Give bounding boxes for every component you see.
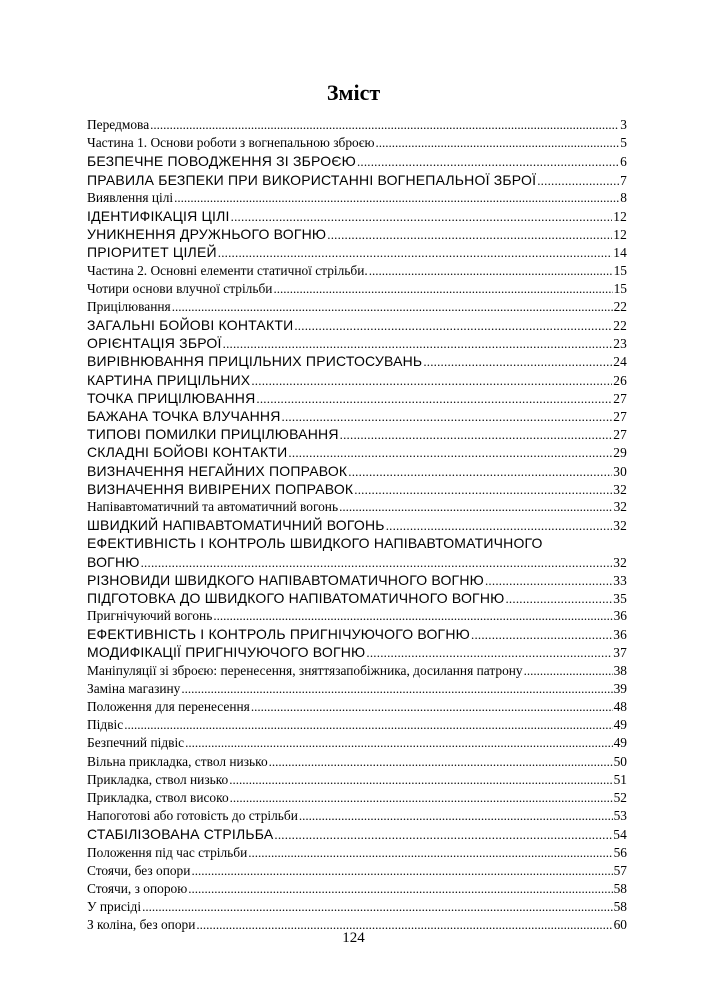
toc-entry-title: ЕФЕКТИВНІСТЬ І КОНТРОЛЬ ПРИГНІЧУЮЧОГО ВОГНЮ — [87, 626, 470, 643]
toc-leader-dots — [524, 662, 613, 680]
toc-entry-page: 5 — [620, 135, 627, 151]
toc-entry-page: 49 — [613, 735, 627, 751]
toc-leader-dots — [142, 898, 613, 916]
toc-entry — [87, 862, 627, 880]
toc-entry-title: Частина 2. Основні елементи статичної стрільби. — [87, 262, 368, 278]
toc-entry-page: 53 — [613, 808, 627, 824]
toc-entry-page: 57 — [613, 862, 627, 878]
toc-entry-page: 3 — [620, 117, 627, 132]
toc-entry — [87, 516, 627, 534]
toc-entry — [87, 807, 627, 825]
toc-entry-title: Стоячи, без опори — [87, 862, 191, 878]
toc-entry — [87, 389, 627, 407]
toc-entry-title: ПІДГОТОВКА ДО ШВИДКОГО НАПІВАТОМАТИЧНОГО ВОГНЮ — [87, 589, 505, 606]
toc-entry-page: 30 — [613, 463, 627, 479]
toc-entry — [87, 498, 627, 516]
toc-leader-dots — [274, 826, 612, 843]
toc-leader-dots — [366, 644, 612, 661]
toc-leader-dots — [181, 680, 612, 698]
toc-entry-page: 36 — [613, 627, 627, 643]
toc-entry-page: 38 — [613, 662, 627, 678]
toc-entry — [87, 589, 627, 607]
toc-entry — [87, 571, 627, 589]
toc-entry-title: Заміна магазину — [87, 680, 181, 696]
toc-entry-page: 22 — [613, 298, 627, 314]
toc-entry-title: Підвіс — [87, 717, 124, 733]
toc-entry-page: 52 — [613, 789, 627, 805]
toc-entry — [87, 716, 627, 734]
toc-entry — [87, 116, 627, 134]
toc-entry-title: Напоготові або готовість до стрільби — [87, 808, 298, 824]
toc-leader-dots — [174, 189, 619, 207]
toc-leader-dots — [223, 335, 613, 352]
toc-entry-title: ІДЕНТИФІКАЦІЯ ЦІЛІ — [87, 207, 230, 224]
page-title: Зміст — [326, 80, 381, 105]
toc-entry — [87, 462, 627, 480]
toc-entry-page: 15 — [613, 280, 627, 296]
toc-entry-page: 58 — [613, 880, 627, 896]
toc-leader-dots — [248, 844, 612, 862]
toc-entry — [87, 789, 627, 807]
toc-entry-page: 58 — [613, 899, 627, 915]
toc-entry-title: ВИЗНАЧЕННЯ ВИВІРЕНИХ ПОПРАВОК — [87, 480, 354, 497]
toc-entry-title: Пригнічуючий вогонь — [87, 608, 213, 624]
toc-leader-dots — [505, 590, 612, 607]
toc-leader-dots — [471, 626, 612, 643]
toc-entry-page: 27 — [613, 390, 627, 406]
toc-entry — [87, 553, 627, 571]
toc-leader-dots — [251, 372, 612, 389]
toc-entry-page: 39 — [613, 680, 627, 696]
toc-entry-title: Чотири основи влучної стрільби — [87, 280, 273, 296]
toc-entry-page: 35 — [613, 590, 627, 606]
toc-entry-page: 32 — [613, 518, 627, 534]
toc-leader-dots — [218, 244, 612, 261]
toc-entry-page: 24 — [613, 354, 627, 370]
toc-entry-title: Стоячи, з опорою — [87, 880, 188, 896]
toc-leader-dots — [369, 262, 613, 280]
toc-entry — [87, 225, 627, 243]
toc-entry-title: ТИПОВІ ПОМИЛКИ ПРИЦІЛЮВАННЯ — [87, 426, 339, 443]
toc-entry — [87, 898, 627, 916]
toc-entry-page: 27 — [613, 409, 627, 424]
toc-entry-title: СТАБІЛІЗОВАНА СТРІЛЬБА — [87, 826, 274, 843]
toc-entry — [87, 171, 627, 189]
toc-entry-title: ТОЧКА ПРИЦІЛЮВАННЯ — [87, 389, 256, 406]
toc-entry-page: 37 — [613, 645, 627, 661]
toc-entry-title: У присіді — [87, 899, 142, 915]
toc-entry-page: 29 — [613, 445, 627, 461]
toc-leader-dots — [231, 208, 613, 225]
toc-entry — [87, 625, 627, 643]
toc-entry-title: ВИРІВНЮВАННЯ ПРИЦІЛЬНИХ ПРИСТОСУВАНЬ — [87, 353, 423, 370]
toc-leader-dots — [423, 353, 612, 370]
toc-entry-page: 51 — [613, 771, 627, 787]
toc-leader-dots — [282, 408, 613, 425]
toc-entry-page: 27 — [613, 427, 627, 443]
toc-entry-page: 33 — [613, 572, 627, 588]
toc-entry-title: ЗАГАЛЬНІ БОЙОВІ КОНТАКТИ — [87, 317, 294, 334]
toc-entry-page: 15 — [613, 262, 627, 278]
toc-entry-page: 8 — [620, 189, 627, 205]
toc-leader-dots — [188, 880, 612, 898]
toc-leader-dots — [294, 317, 612, 334]
toc-leader-dots — [357, 153, 619, 170]
toc-entry-title: ВИЗНАЧЕННЯ НЕГАЙНИХ ПОПРАВОК — [87, 462, 348, 479]
toc-entry — [87, 298, 627, 316]
toc-entry-page: 54 — [613, 827, 627, 843]
toc-entry-page: 12 — [613, 208, 627, 224]
toc-entry — [87, 407, 627, 425]
toc-entry — [87, 844, 627, 862]
toc-entry-title: З коліна, без опори — [87, 917, 196, 933]
toc-entry — [87, 243, 627, 261]
toc-entry-title: Безпечний підвіс — [87, 735, 185, 751]
toc-entry-title: Положення під час стрільби — [87, 844, 248, 860]
toc-entry-page: 36 — [613, 608, 627, 624]
toc-entry-title: МОДИФІКАЦІЇ ПРИГНІЧУЮЧОГО ВОГНЮ — [87, 644, 366, 661]
toc-entry — [87, 534, 627, 552]
toc-entry-title: ВОГНЮ — [87, 553, 140, 570]
toc-entry-title: Виявлення цілі — [87, 189, 174, 205]
toc-leader-dots — [340, 426, 613, 443]
toc-entry — [87, 134, 627, 152]
toc-entry-title: Напівавтоматичний та автоматичний вогонь — [87, 498, 339, 514]
toc-entry-title: БЕЗПЕЧНЕ ПОВОДЖЕННЯ ЗІ ЗБРОЄЮ — [87, 153, 356, 170]
toc-entry — [87, 316, 627, 334]
page-number: 124 — [342, 930, 365, 946]
toc-leader-dots — [150, 116, 619, 134]
toc-leader-dots — [213, 607, 612, 625]
toc-leader-dots — [354, 481, 612, 498]
toc-leader-dots — [256, 390, 612, 407]
toc-leader-dots — [299, 807, 613, 825]
toc-entry-title: Прицілювання — [87, 298, 171, 314]
toc-leader-dots — [251, 698, 613, 716]
toc-entry — [87, 352, 627, 370]
toc-entry-title: Частина 1. Основи роботи з вогнепальною зброєю — [87, 135, 375, 151]
toc-leader-dots — [191, 862, 612, 880]
toc-entry — [87, 698, 627, 716]
toc-entry-title: ОРІЄНТАЦІЯ ЗБРОЇ — [87, 335, 222, 352]
toc-leader-dots — [185, 734, 612, 752]
toc-entry-title: БАЖАНА ТОЧКА ВЛУЧАННЯ — [87, 408, 281, 424]
toc-entry — [87, 262, 627, 280]
toc-entry-page: 32 — [613, 481, 627, 497]
table-of-contents — [87, 116, 627, 934]
toc-entry-page: 7 — [620, 172, 627, 188]
toc-entry — [87, 443, 627, 461]
toc-entry — [87, 280, 627, 298]
toc-entry — [87, 734, 627, 752]
toc-entry-title: Вільна прикладка, ствол низько — [87, 753, 268, 769]
toc-entry-page: 50 — [613, 753, 627, 769]
toc-entry — [87, 152, 627, 170]
toc-entry-page: 12 — [613, 227, 627, 243]
toc-entry-page: 32 — [613, 498, 627, 514]
toc-entry-page: 49 — [613, 717, 627, 733]
toc-leader-dots — [172, 298, 613, 316]
toc-entry — [87, 880, 627, 898]
toc-entry-title: СКЛАДНІ БОЙОВІ КОНТАКТИ — [87, 444, 288, 461]
toc-entry — [87, 425, 627, 443]
toc-entry-title: ПРАВИЛА БЕЗПЕКИ ПРИ ВИКОРИСТАННІ ВОГНЕПАЛЬНОЇ ЗБРОЇ — [87, 171, 537, 188]
toc-entry-title: КАРТИНА ПРИЦІЛЬНИХ — [87, 371, 251, 388]
toc-leader-dots — [124, 716, 612, 734]
toc-entry — [87, 771, 627, 789]
toc-entry-title: РІЗНОВИДИ ШВИДКОГО НАПІВАВТОМАТИЧНОГО ВОГНЮ — [87, 571, 484, 588]
toc-entry — [87, 825, 627, 843]
toc-leader-dots — [339, 498, 613, 516]
toc-entry-title: Прикладка, ствол високо — [87, 789, 229, 805]
toc-entry-page: 32 — [613, 554, 627, 570]
toc-leader-dots — [230, 789, 613, 807]
toc-entry-title: УНИКНЕННЯ ДРУЖНЬОГО ВОГНЮ — [87, 226, 327, 243]
toc-entry-page: 23 — [613, 336, 627, 352]
toc-entry — [87, 607, 627, 625]
toc-entry-title: Прикладка, ствол низько — [87, 771, 229, 787]
toc-leader-dots — [537, 172, 619, 189]
toc-entry-page: 56 — [613, 844, 627, 860]
toc-entry-page: 60 — [613, 917, 627, 933]
toc-entry — [87, 753, 627, 771]
toc-entry — [87, 643, 627, 661]
toc-entry-title: Передмова — [87, 117, 150, 132]
toc-entry — [87, 189, 627, 207]
toc-entry-page: 6 — [620, 154, 627, 170]
toc-leader-dots — [386, 517, 613, 534]
toc-entry-page: 22 — [613, 318, 627, 334]
toc-entry-title: ПРІОРИТЕТ ЦІЛЕЙ — [87, 244, 217, 261]
toc-leader-dots — [376, 134, 620, 152]
toc-entry-page: 14 — [613, 245, 627, 261]
toc-entry — [87, 207, 627, 225]
toc-entry-title: ЕФЕКТИВНІСТЬ І КОНТРОЛЬ ШВИДКОГО НАПІВАВТОМАТИЧНОГО — [87, 535, 543, 552]
toc-leader-dots — [288, 444, 612, 461]
toc-leader-dots — [273, 280, 612, 298]
toc-entry — [87, 371, 627, 389]
toc-entry-page: 26 — [613, 372, 627, 388]
toc-entry — [87, 334, 627, 352]
toc-leader-dots — [348, 463, 612, 480]
toc-leader-dots — [229, 771, 612, 789]
toc-entry — [87, 480, 627, 498]
toc-entry — [87, 662, 627, 680]
toc-leader-dots — [269, 753, 613, 771]
toc-entry — [87, 680, 627, 698]
toc-entry-title: Маніпуляції зі зброєю: перенесення, зняттязапобіжника, досилання патрону — [87, 662, 523, 678]
toc-entry-title: Положення для перенесення — [87, 699, 250, 714]
toc-leader-dots — [327, 226, 612, 243]
toc-leader-dots — [141, 554, 613, 571]
toc-entry-page: 48 — [613, 699, 627, 714]
toc-leader-dots — [485, 572, 612, 589]
toc-entry-title: ШВИДКИЙ НАПІВАВТОМАТИЧНИЙ ВОГОНЬ — [87, 517, 385, 534]
